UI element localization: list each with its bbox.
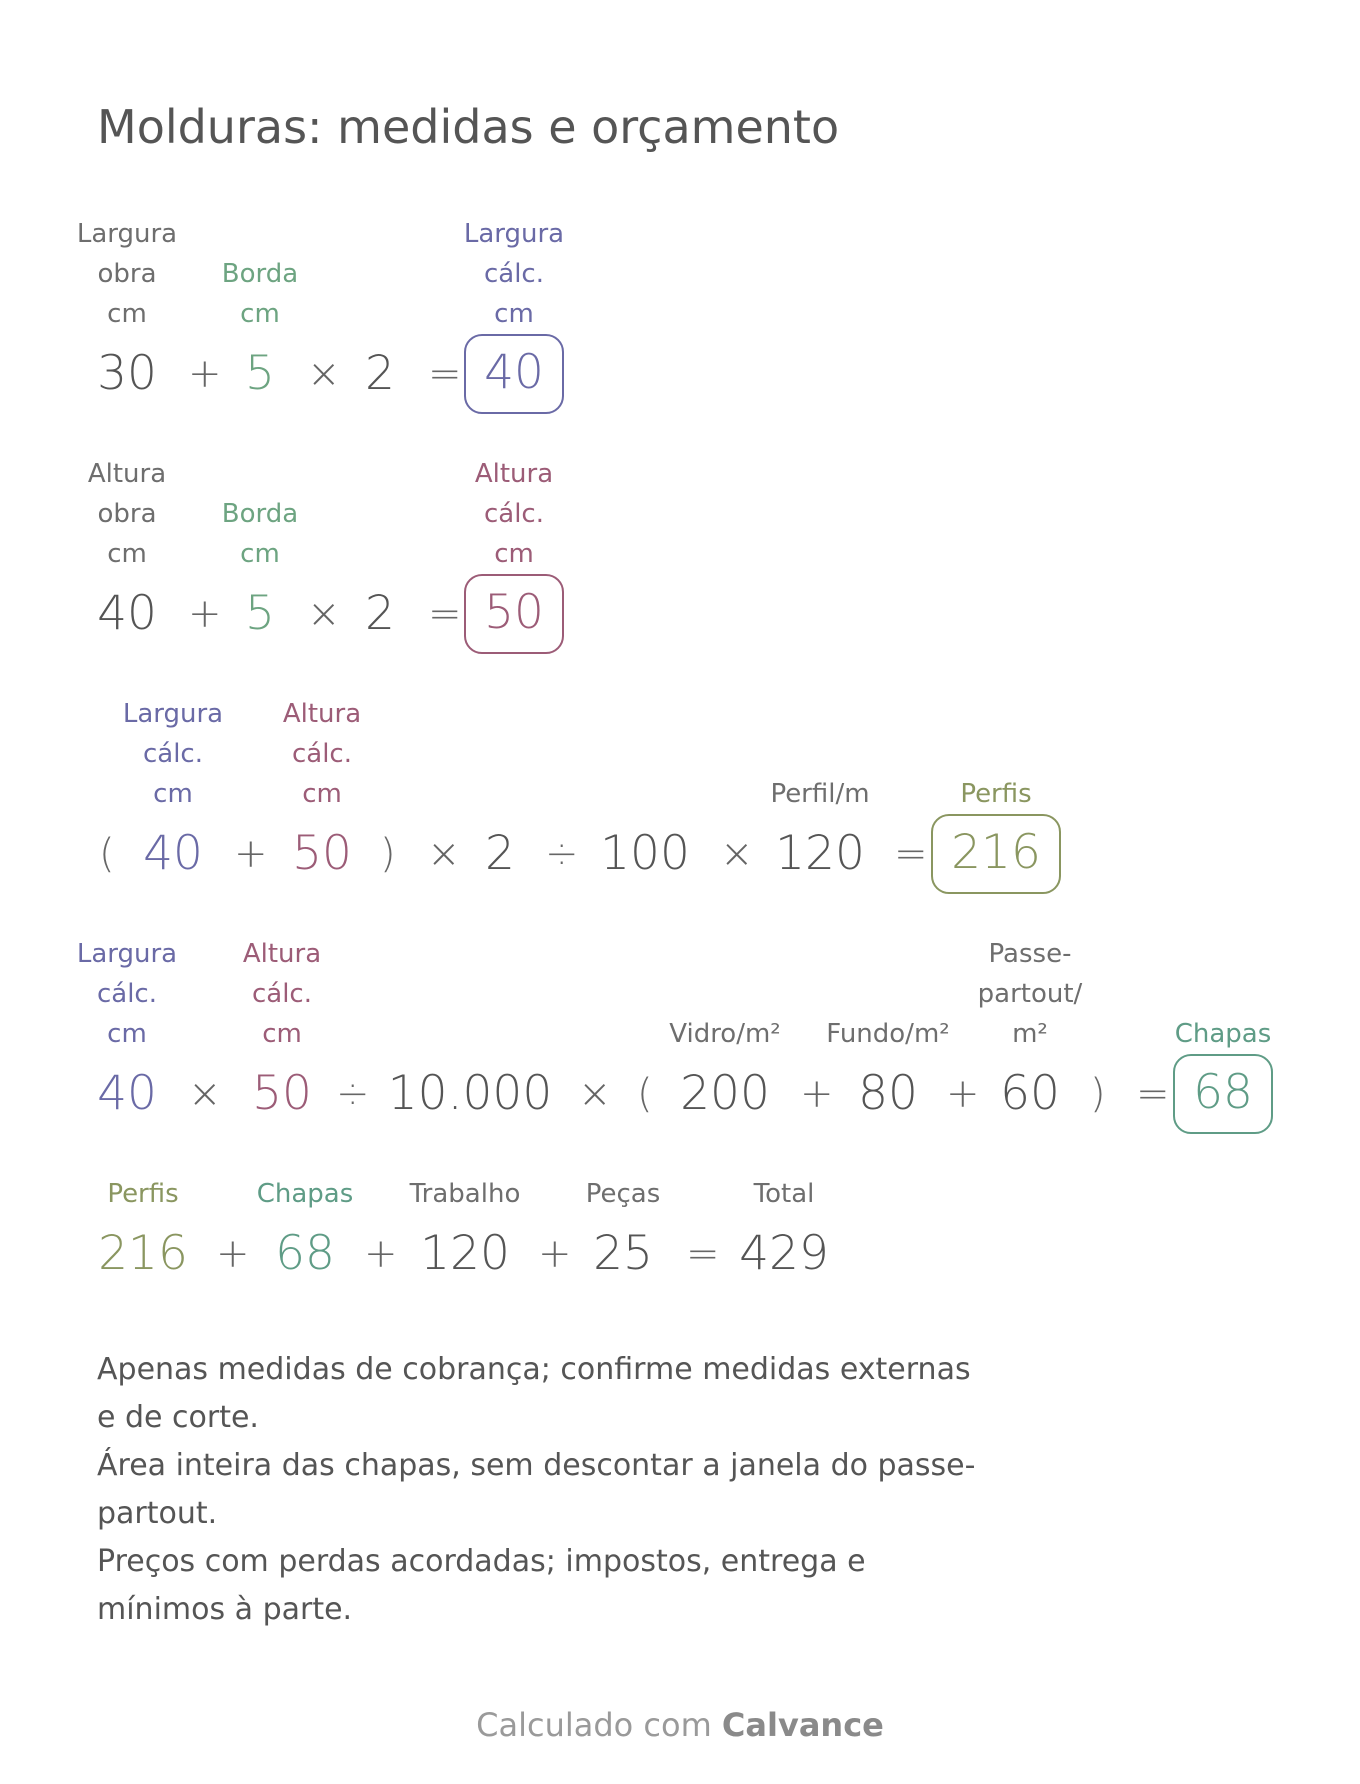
calc-width-value: 40 [97, 1066, 157, 1121]
total-label: Total [753, 1179, 815, 1209]
calc-height-value: 50 [252, 1066, 312, 1121]
profile-price-term [760, 774, 880, 894]
calc-width-label: Largura cálc. cm [122, 699, 224, 809]
equals-operator: = [1136, 1071, 1170, 1117]
factor-value: 2 [485, 826, 515, 881]
profile-price-value: 120 [775, 826, 865, 881]
profiles-value: 216 [98, 1226, 188, 1281]
sheets-value: 68 [275, 1226, 335, 1281]
work-width-value: 30 [97, 346, 157, 401]
page-title: Molduras: medidas e orçamento [97, 100, 840, 154]
divisor-value: 100 [600, 826, 690, 881]
factor-term [480, 814, 520, 894]
mat-price-value: 60 [1000, 1066, 1060, 1121]
equals-operator: = [428, 591, 462, 637]
divide-operator: ÷ [336, 1071, 370, 1117]
profiles-value: 216 [931, 814, 1061, 894]
factor-term [360, 334, 400, 414]
border-label: Borda cm [221, 499, 299, 569]
work-width-term [67, 214, 187, 414]
profiles-calc-row [0, 694, 1360, 894]
mat-price-term [970, 934, 1090, 1134]
calc-height-result [462, 454, 566, 654]
footer [0, 1706, 1360, 1744]
open-paren: ( [637, 1071, 653, 1117]
equals-operator: = [686, 1231, 720, 1277]
profile-price-label: Perfil/m [770, 779, 870, 809]
calc-width-term [67, 934, 187, 1134]
border-value: 5 [245, 586, 275, 641]
divisor-value: 10.000 [387, 1066, 553, 1121]
border-label: Borda cm [221, 259, 299, 329]
calc-width-value: 40 [143, 826, 203, 881]
note-item: Área inteira das chapas, sem descontar a janela do passe-partout. [97, 1448, 976, 1531]
work-width-label: Largura obra cm [76, 219, 178, 329]
height-calc-row [0, 454, 1360, 654]
sheets-term [250, 1174, 360, 1294]
times-operator: × [307, 351, 341, 397]
factor-value: 2 [365, 346, 395, 401]
back-price-label: Fundo/m² [826, 1019, 950, 1049]
times-operator: × [307, 591, 341, 637]
calc-height-term [232, 934, 332, 1134]
border-term [210, 254, 310, 414]
plus-operator: + [188, 351, 222, 397]
work-height-term [67, 454, 187, 654]
total-calc-row [0, 1174, 1360, 1294]
sheets-calc-row [0, 934, 1360, 1134]
plus-operator: + [364, 1231, 398, 1277]
times-operator: × [188, 1071, 222, 1117]
divisor-term [600, 814, 690, 894]
factor-term [360, 574, 400, 654]
work-height-label: Altura obra cm [87, 459, 167, 569]
total-value: 429 [739, 1226, 829, 1281]
calc-height-value: 50 [292, 826, 352, 881]
notes [97, 1346, 997, 1634]
parts-label: Peças [585, 1179, 661, 1209]
equals-operator: = [428, 351, 462, 397]
brand-link[interactable]: Calvance [721, 1706, 884, 1744]
calc-width-value: 40 [464, 334, 564, 414]
profiles-result [932, 774, 1060, 894]
open-paren: ( [99, 831, 115, 877]
calc-width-term [113, 694, 233, 894]
labor-value: 120 [420, 1226, 510, 1281]
total-term [734, 1174, 834, 1294]
sheets-label: Chapas [1174, 1019, 1272, 1049]
times-operator: × [427, 831, 461, 877]
plus-operator: + [800, 1071, 834, 1117]
plus-operator: + [538, 1231, 572, 1277]
calc-width-label: Largura cálc. cm [463, 219, 565, 329]
sheets-value: 68 [1173, 1054, 1273, 1134]
parts-term [573, 1174, 673, 1294]
calc-height-label: Altura cálc. cm [474, 459, 554, 569]
calc-height-value: 50 [464, 574, 564, 654]
close-paren: ) [1090, 1071, 1106, 1117]
calc-height-term [272, 694, 372, 894]
width-calc-row [0, 214, 1360, 414]
profiles-term [93, 1174, 193, 1294]
close-paren: ) [380, 831, 396, 877]
factor-value: 2 [365, 586, 395, 641]
plus-operator: + [216, 1231, 250, 1277]
glass-price-value: 200 [680, 1066, 770, 1121]
back-price-value: 80 [858, 1066, 918, 1121]
work-height-value: 40 [97, 586, 157, 641]
plus-operator: + [946, 1071, 980, 1117]
footer-prefix: Calculado com [476, 1706, 712, 1744]
labor-term [405, 1174, 525, 1294]
glass-price-term [665, 1014, 785, 1134]
glass-price-label: Vidro/m² [669, 1019, 781, 1049]
sheets-label: Chapas [256, 1179, 354, 1209]
labor-label: Trabalho [409, 1179, 521, 1209]
equals-operator: = [894, 831, 928, 877]
divisor-term [387, 1054, 553, 1134]
times-operator: × [578, 1071, 612, 1117]
plus-operator: + [188, 591, 222, 637]
profiles-label: Perfis [107, 1179, 179, 1209]
calc-height-label: Altura cálc. cm [242, 939, 322, 1049]
mat-price-label: Passe- partout/ m² [977, 939, 1083, 1049]
parts-value: 25 [593, 1226, 653, 1281]
divide-operator: ÷ [545, 831, 579, 877]
calc-width-label: Largura cálc. cm [76, 939, 178, 1049]
plus-operator: + [234, 831, 268, 877]
times-operator: × [720, 831, 754, 877]
calc-height-label: Altura cálc. cm [282, 699, 362, 809]
note-item: Apenas medidas de cobrança; confirme medidas externas e de corte. [97, 1352, 971, 1435]
back-price-term [823, 1014, 953, 1134]
calc-width-result [462, 214, 566, 414]
border-value: 5 [245, 346, 275, 401]
sheets-result [1170, 1014, 1276, 1134]
note-item: Preços com perdas acordadas; impostos, entrega e mínimos à parte. [97, 1544, 866, 1627]
profiles-label: Perfis [960, 779, 1032, 809]
border-term [210, 494, 310, 654]
